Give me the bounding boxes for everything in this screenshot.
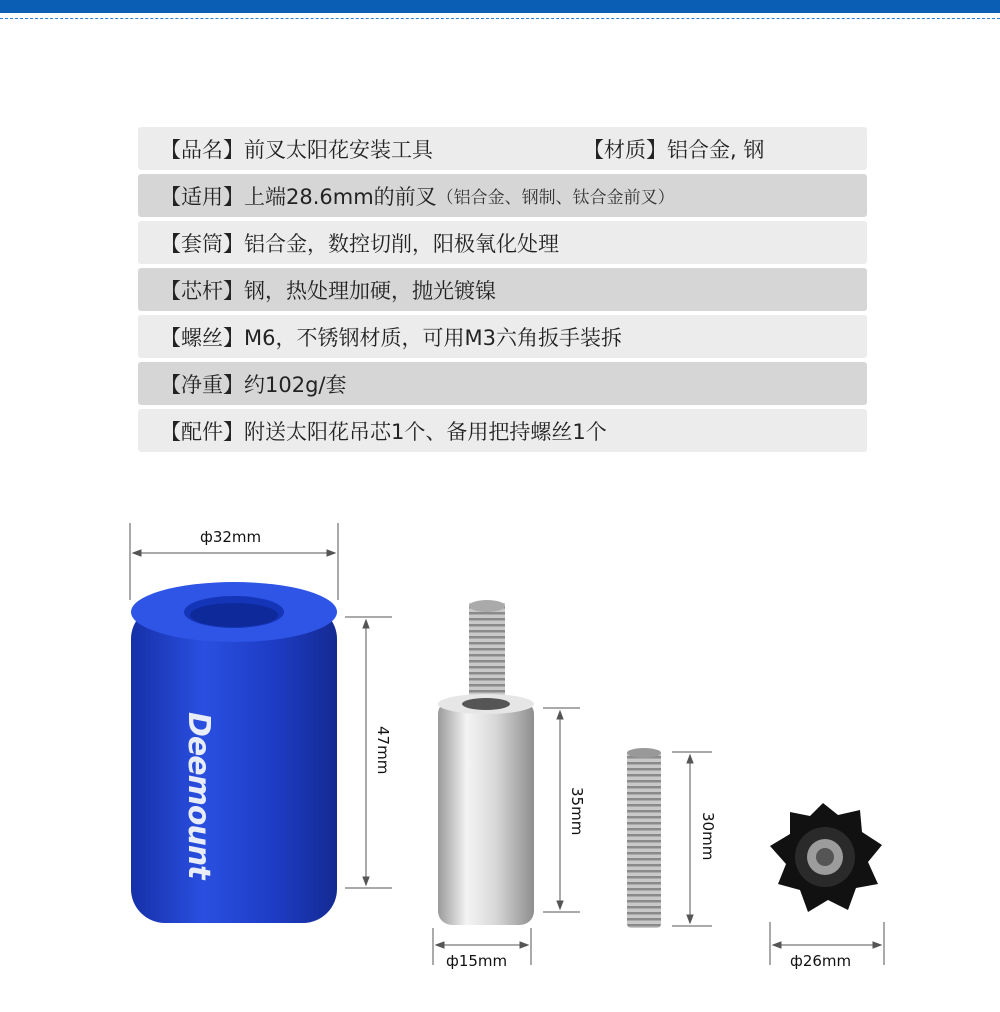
sleeve-diameter-label: ф32mm [200,528,262,546]
spec-label: 【品名】 [160,137,244,162]
core-rod [438,600,534,925]
spec-value: 前叉太阳花安装工具 [244,137,433,162]
spec-value: M6，不锈钢材质，可用M3六角扳手装拆 [244,325,622,350]
spec-label: 【芯杆】 [160,278,244,303]
sleeve-height-label: 47mm [374,726,392,775]
starnut-diameter-label: ф26mm [790,952,852,970]
spec-label: 【配件】 [160,419,244,444]
brand-logo: Deemount [181,712,216,879]
rod-height-label: 35mm [568,787,586,836]
spec-value: 上端28.6mm的前叉 [244,184,437,209]
spec-note: （铝合金、钢制、钛合金前叉） [436,188,675,208]
spec-value: 附送太阳花吊芯1个、备用把持螺丝1个 [244,419,607,444]
spec-value: 铝合金，数控切削，阳极氧化处理 [244,231,559,256]
spec-value: 钢，热处理加硬，抛光镀镍 [244,278,496,303]
rod-diameter-label: ф15mm [446,952,508,970]
spare-screw [627,748,661,928]
screw-length-label: 30mm [699,812,717,861]
aluminum-sleeve [131,582,337,923]
spec-label: 【净重】 [160,372,244,397]
spec-label: 【螺丝】 [160,325,244,350]
spec-value: 约102g/套 [244,372,347,397]
spec-label: 【材质】 [583,137,667,162]
spec-value: 铝合金, 钢 [667,137,765,162]
star-nut [770,803,882,912]
spec-label: 【套筒】 [160,231,244,256]
spec-label: 【适用】 [160,184,244,209]
